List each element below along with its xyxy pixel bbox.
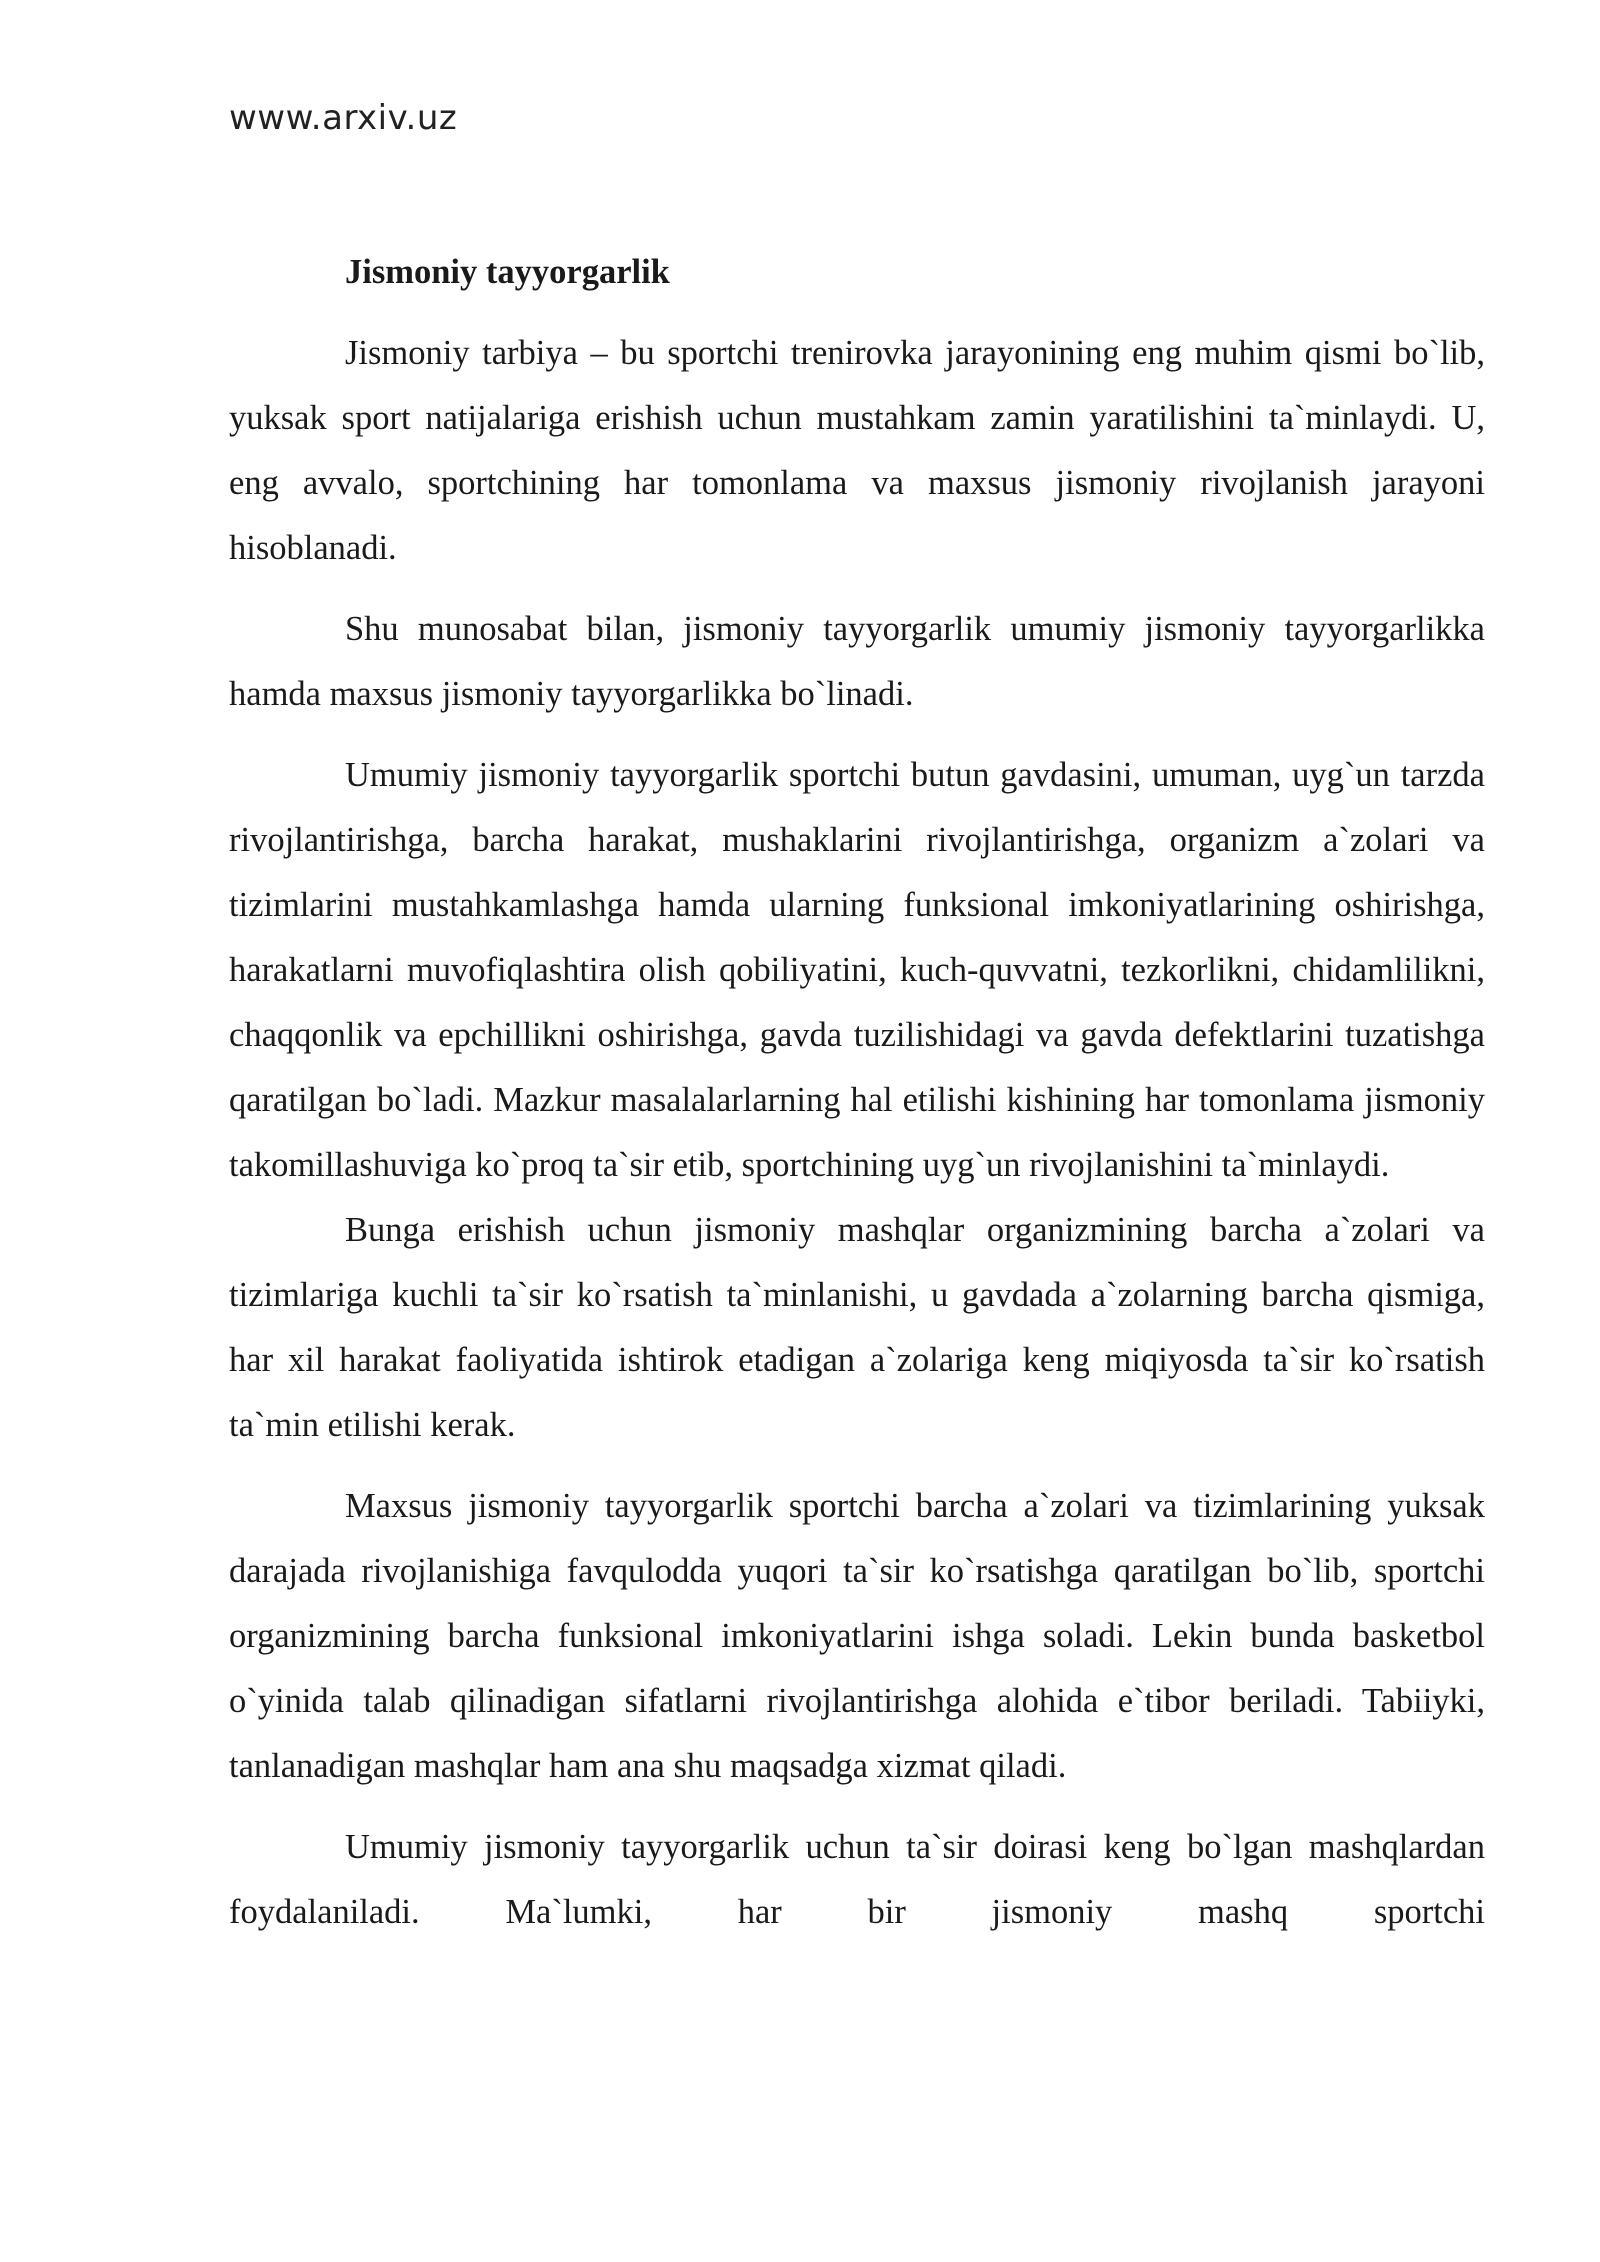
document-title: Jismoniy tayyorgarlik <box>345 253 670 291</box>
paragraph: Maxsus jismoniy tayyorgarlik sportchi barcha a`zolari va tizimlarining yuksak darajada rivojlanishiga favqulodda yuqori ta`sir ko`rsatishga qaratilgan bo`lib, sportchi organizmining barcha funksional imkoniyatlarini ishga soladi. Lekin bunda basketbol o`yinida talab qilinadigan sifatlarni rivojlantirishga alohida e`tibor beriladi. Tabiiyki, tanlanadigan mashqlar ham ana shu maqsadga xizmat qiladi. <box>229 1487 1485 1785</box>
paragraph: Umumiy jismoniy tayyorgarlik sportchi butun gavdasini, umuman, uyg`un tarzda rivojlantirishga, barcha harakat, mushaklarini rivojlantirishga, organizm a`zolari va tizimlarini mustahkamlashga hamda ularning funksional imkoniyatlarining oshirishga, harakatlarni muvofiqlashtira olish qobiliyatini, kuch-quvvatni, tezkorlikni, chidamlilikni, chaqqonlik va epchillikni oshirishga, gavda tuzilishidagi va gavda defektlarini tuzatishga qaratilgan bo`ladi. Mazkur masalalarlarning hal etilishi kishining har tomonlama jismoniy takomillashuviga ko`proq ta`sir etib, sportchining uyg`un rivojlanishini ta`minlaydi. <box>229 756 1485 1184</box>
paragraph: Shu munosabat bilan, jismoniy tayyorgarlik umumiy jismoniy tayyorgarlikka hamda maxsus jismoniy tayyorgarlikka bo`linadi. <box>229 610 1485 713</box>
paragraph: Jismoniy tarbiya – bu sportchi trenirovka jarayonining eng muhim qismi bo`lib, yuksak sport natijalariga erishish uchun mustahkam zamin yaratilishini ta`minlaydi. U, eng avvalo, sportchining har tomonlama va maxsus jismoniy rivojlanish jarayoni hisoblanadi. <box>229 334 1485 567</box>
paragraph: Bunga erishish uchun jismoniy mashqlar organizmining barcha a`zolari va tizimlariga kuchli ta`sir ko`rsatish ta`minlanishi, u gavdada a`zolarning barcha qismiga, har xil harakat faoliyatida ishtirok etadigan a`zolariga keng miqiyosda ta`sir ko`rsatish ta`min etilishi kerak. <box>229 1211 1485 1444</box>
site-header: www.arxiv.uz <box>229 98 458 138</box>
paragraph: Umumiy jismoniy tayyorgarlik uchun ta`sir doirasi keng bo`lgan mashqlardan foydalaniladi. Ma`lumki, har bir jismoniy mashq sportchi <box>229 1828 1485 1931</box>
document-body <box>229 240 1485 1961</box>
